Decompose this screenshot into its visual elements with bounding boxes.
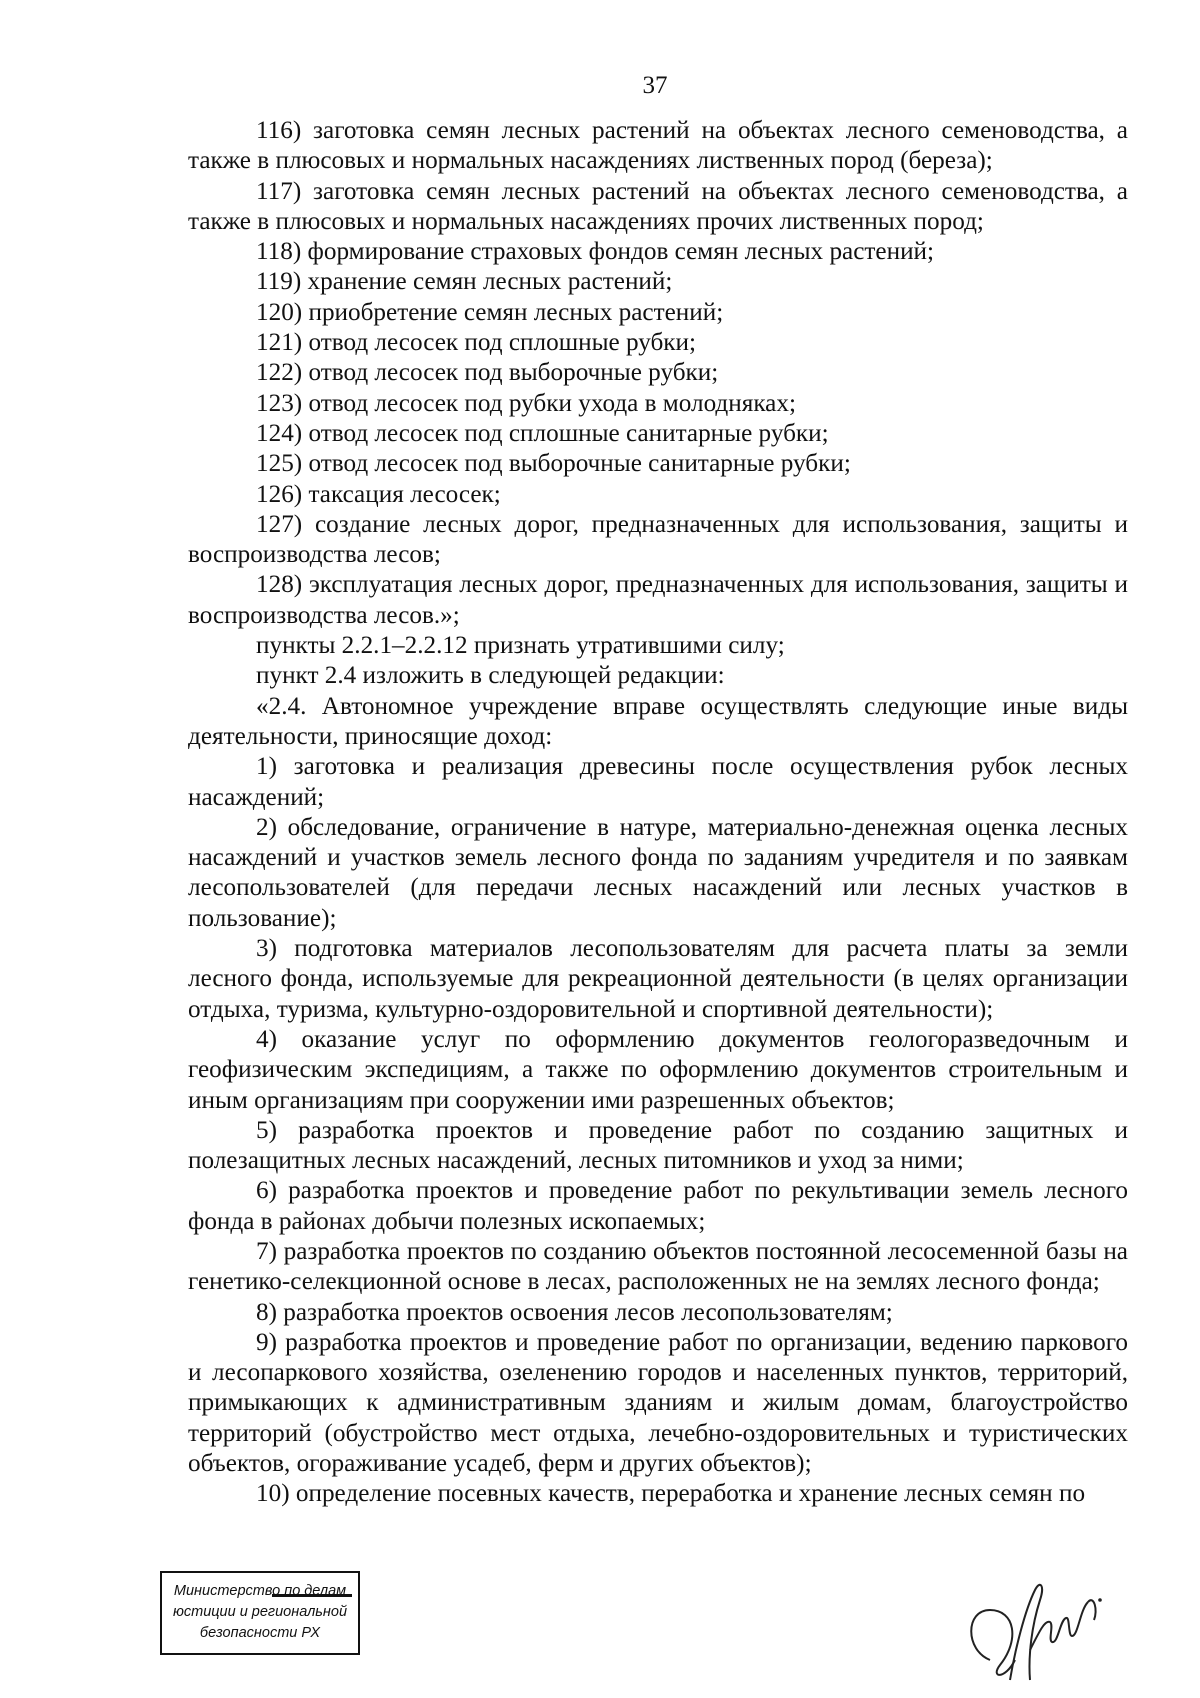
paragraph: 116) заготовка семян лесных растений на объектах лесного семеноводства, а также в плюсовых и нормальных насаждениях лиственных пород (береза);	[188, 117, 1128, 175]
paragraph: 10) определение посевных качеств, переработка и хранение лесных семян по	[256, 1480, 1086, 1508]
paragraph: 118) формирование страховых фондов семян лесных растений;	[256, 238, 935, 266]
paragraph: 128) эксплуатация лесных дорог, предназначенных для использования, защиты и воспроизводства лесов.»;	[188, 571, 1128, 629]
paragraph: 4) оказание услуг по оформлению документов геологоразведочным и геофизическим экспедициям, а также по оформлению документов строительным и иным организациям при сооружении ими разрешенных объектов;	[188, 1025, 1128, 1114]
paragraph: 127) создание лесных дорог, предназначенных для использования, защиты и воспроизводства лесов;	[188, 510, 1128, 569]
ministry-stamp	[160, 1571, 360, 1655]
paragraph: «2.4. Автономное учреждение вправе осуществлять следующие иные виды деятельности, приносящие доход:	[188, 692, 1128, 750]
paragraph: пункты 2.2.1–2.2.12 признать утратившими силу;	[256, 632, 785, 660]
paragraph: 126) таксация лесосек;	[256, 480, 501, 508]
paragraph: 123) отвод лесосек под рубки ухода в молодняках;	[256, 389, 796, 417]
paragraph: 2) обследование, ограничение в натуре, материально-денежная оценка лесных насаждений и участков земель лесного фонда по заданиям учредителя и по заявкам лесопользователей (для передачи лесных насаждений или лесных участков в пользование);	[188, 813, 1128, 932]
stamp-line: безопасности РХ	[199, 1625, 321, 1641]
stamp-line: юстиции и региональной	[172, 1604, 348, 1620]
paragraph: 7) разработка проектов по созданию объектов постоянной лесосеменной базы на генетико-селекционной основе в лесах, расположенных не на землях лесного фонда;	[188, 1237, 1128, 1296]
paragraph: 8) разработка проектов освоения лесов лесопользователям;	[256, 1298, 893, 1326]
paragraph: 125) отвод лесосек под выборочные санитарные рубки;	[256, 450, 851, 478]
paragraph: 124) отвод лесосек под сплошные санитарные рубки;	[256, 419, 829, 447]
paragraph: 120) приобретение семян лесных растений;	[256, 298, 724, 326]
paragraph: 3) подготовка материалов лесопользователям для расчета платы за земли лесного фонда, используемые для рекреационной деятельности (в целях организации отдыха, туризма, культурно-оздоровительной и спортивной деятельности);	[188, 935, 1128, 1023]
paragraph: 9) разработка проектов и проведение работ по организации, ведению паркового и лесопаркового хозяйства, озеленению городов и населенных пунктов, территорий, примыкающих к административным зданиям и жилым домам, благоустройство территорий (обустройство мест отдыха, лечебно-оздоровительных и туристических объектов, огораживание усадеб, ферм и других объектов);	[188, 1328, 1128, 1478]
paragraph: 121) отвод лесосек под сплошные рубки;	[256, 329, 697, 357]
page-number: 37	[642, 72, 668, 99]
stamp-line: Министерство по делам	[173, 1583, 347, 1599]
document-body	[188, 116, 1128, 1510]
paragraph: 117) заготовка семян лесных растений на объектах лесного семеноводства, а также в плюсовых и нормальных насаждениях прочих лиственных пород;	[188, 177, 1128, 235]
paragraph: 6) разработка проектов и проведение работ по рекультивации земель лесного фонда в районах добычи полезных ископаемых;	[188, 1177, 1128, 1235]
paragraph: 5) разработка проектов и проведение работ по созданию защитных и полезащитных лесных насаждений, лесных питомников и уход за ними;	[188, 1116, 1128, 1175]
paragraph: 1) заготовка и реализация древесины после осуществления рубок лесных насаждений;	[188, 753, 1128, 811]
paragraph: 122) отвод лесосек под выборочные рубки;	[256, 359, 719, 387]
paragraph: пункт 2.4 изложить в следующей редакции:	[256, 662, 725, 690]
paragraph: 119) хранение семян лесных растений;	[256, 268, 673, 296]
signature-icon	[960, 1540, 1160, 1690]
